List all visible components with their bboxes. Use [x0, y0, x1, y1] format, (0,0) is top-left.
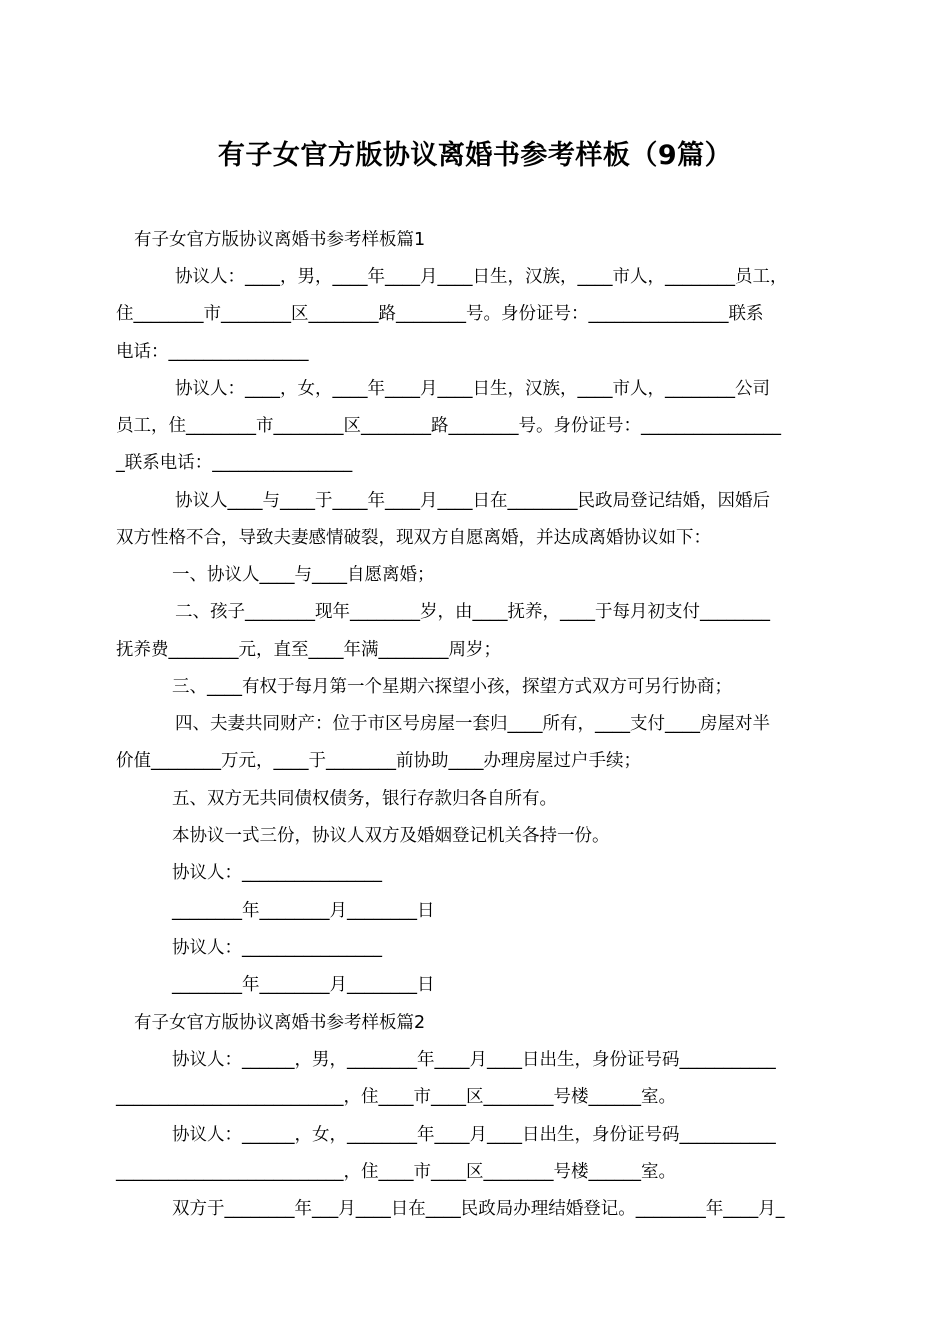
clause-line: 三、____有权于每月第一个星期六探望小孩，探望方式双方可另行协商；: [172, 677, 732, 697]
paragraph-line: 协议人：____，女，____年____月____日生，汉族，____市人，________公司: [175, 379, 770, 399]
paragraph-line: 协议人：____，男，____年____月____日生，汉族，____市人，________员工，: [175, 267, 788, 287]
paragraph-line: __________________________，住____市____区________号楼______室。: [116, 1087, 676, 1107]
signature-line: 协议人：________________: [172, 863, 382, 883]
clause-line: 四、夫妻共同财产：位于市区号房屋一套归____所有，____支付____房屋对半: [175, 714, 770, 734]
clause-line: 五、双方无共同债权债务，银行存款归各自所有。: [172, 789, 557, 809]
paragraph-line: __________________________，住____市____区________号楼______室。: [116, 1162, 676, 1182]
paragraph-line: 双方性格不合，导致夫妻感情破裂，现双方自愿离婚，并达成离婚协议如下：: [116, 528, 711, 548]
signature-line: 协议人：________________: [172, 938, 382, 958]
date-line: ________年________月________日: [172, 975, 435, 995]
clause-line: 价值________万元，____于________前协助____办理房屋过户手续；: [116, 751, 641, 771]
clause-line: 一、协议人____与____自愿离婚；: [172, 565, 435, 585]
section-heading-2: 有子女官方版协议离婚书参考样板篇2: [134, 1013, 426, 1033]
paragraph-line: 协议人：______，男，________年____月____日出生，身份证号码___________: [172, 1050, 776, 1070]
clause-line: 抚养费________元，直至____年满________周岁；: [116, 640, 501, 660]
paragraph-line: 协议人：______，女，________年____月____日出生，身份证号码___________: [172, 1125, 776, 1145]
paragraph-line: _联系电话：________________: [116, 453, 353, 473]
paragraph-line: 协议人____与____于____年____月____日在________民政局登记结婚，因婚后: [175, 491, 770, 511]
paragraph-line: 双方于________年___月____日在____民政局办理结婚登记。________年____月_: [172, 1199, 785, 1219]
section-heading-1: 有子女官方版协议离婚书参考样板篇1: [134, 230, 426, 250]
page-title: 有子女官方版协议离婚书参考样板（9篇）: [217, 140, 733, 171]
paragraph-line: 本协议一式三份，协议人双方及婚姻登记机关各持一份。: [172, 826, 610, 846]
paragraph-line: 电话：________________: [116, 342, 309, 362]
paragraph-line: 员工，住________市________区________路________号。身份证号：________________: [116, 416, 781, 436]
clause-line: 二、孩子________现年________岁，由____抚养，____于每月初支付________: [175, 602, 770, 622]
paragraph-line: 住________市________区________路________号。身份证号：________________联系: [116, 304, 764, 324]
date-line: ________年________月________日: [172, 901, 435, 921]
